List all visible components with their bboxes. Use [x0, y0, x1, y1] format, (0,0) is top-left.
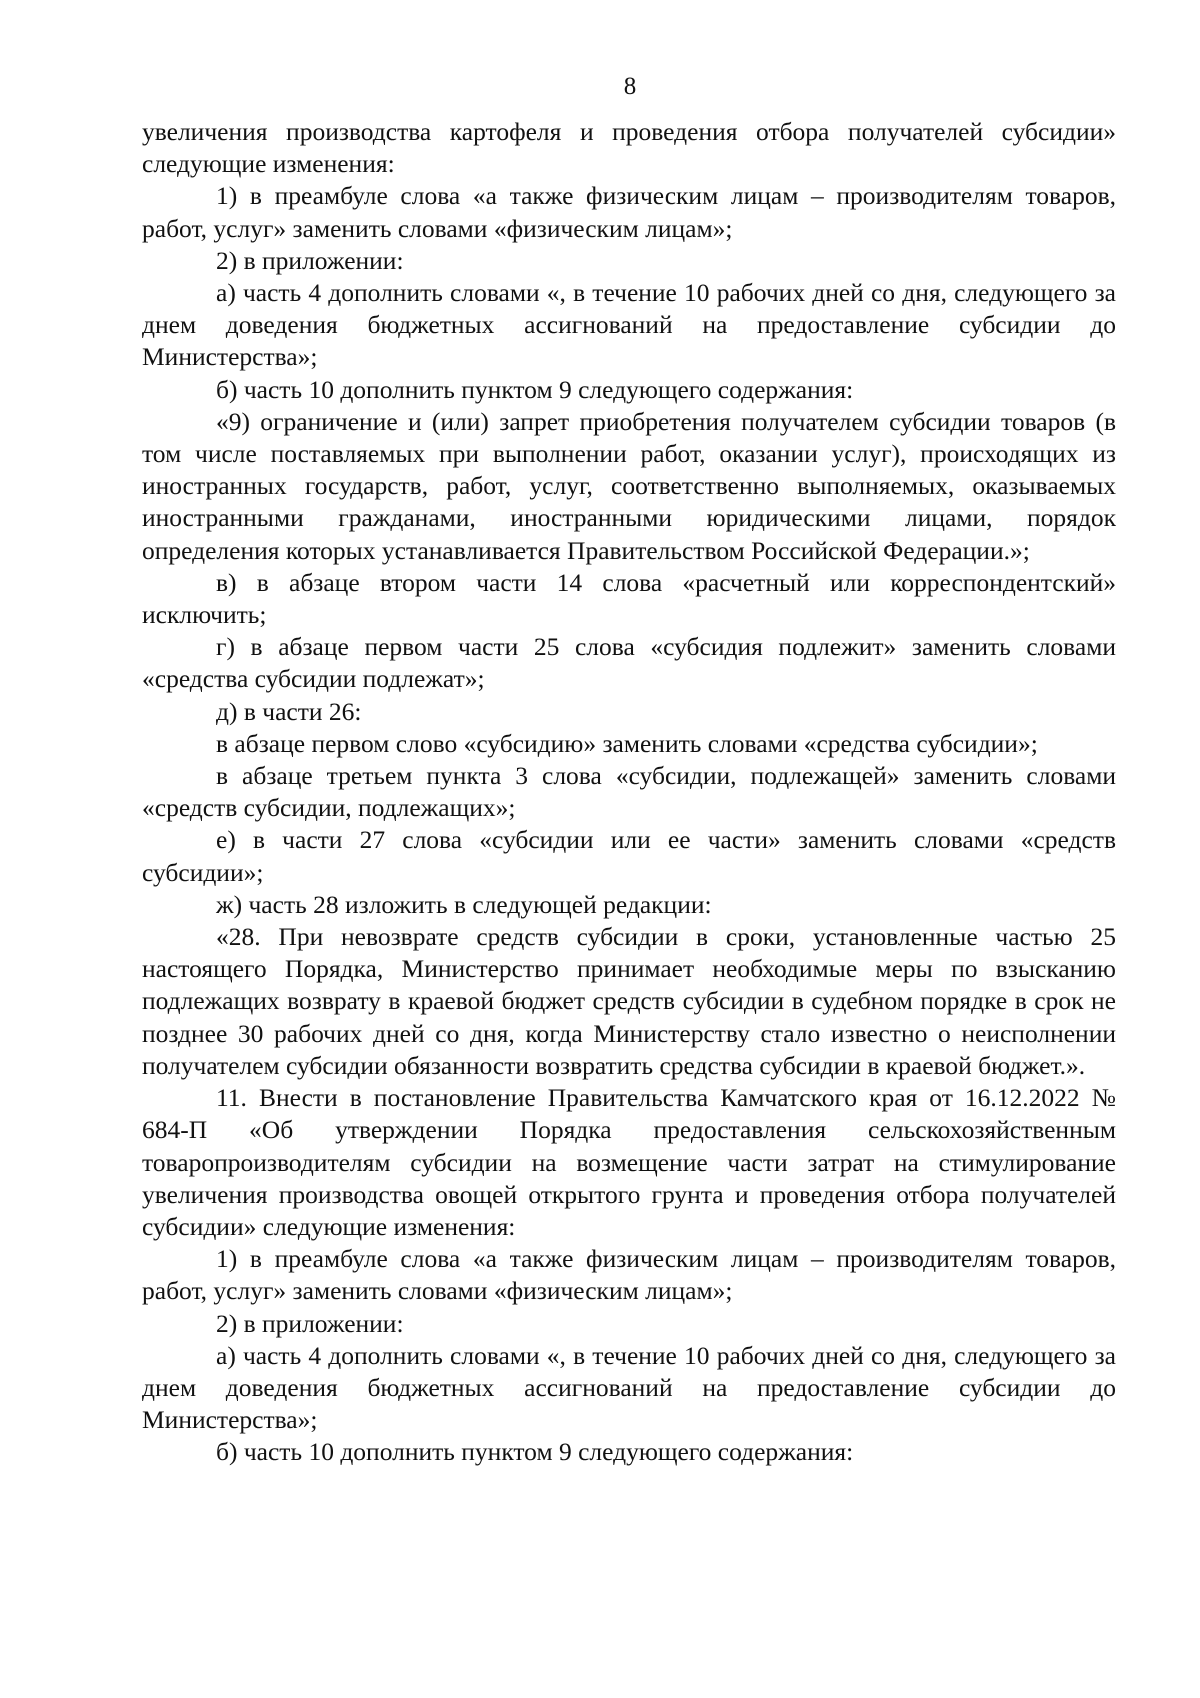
paragraph-section-11-subitem-a: а) часть 4 дополнить словами «, в течение 10 рабочих дней со дня, следующего за днем доведения бюджетных ассигнований на предоставление субсидии до Министерства»; [142, 1340, 1116, 1435]
paragraph-item-2-appendix: 2) в приложении: [216, 245, 404, 275]
paragraph-section-11-item-2: 2) в приложении: [216, 1308, 404, 1338]
paragraph-subitem-d: д) в части 26: [216, 696, 362, 726]
page-number: 8 [623, 73, 637, 100]
paragraph-continuation: увеличения производства картофеля и проведения отбора получателей субсидии» следующие изменения: [142, 117, 1116, 179]
document-body [142, 116, 1116, 1469]
paragraph-subitem-v: в) в абзаце втором части 14 слова «расчетный или корреспондентский» исключить; [142, 567, 1116, 630]
paragraph-subitem-g: г) в абзаце первом части 25 слова «субсидия подлежит» заменить словами «средства субсидии подлежат»; [142, 632, 1116, 694]
paragraph-subitem-zh: ж) часть 28 изложить в следующей редакции: [216, 889, 712, 919]
paragraph-subitem-d-third: в абзаце третьем пункта 3 слова «субсидии, подлежащей» заменить словами «средств субсидии, подлежащих»; [142, 761, 1116, 823]
paragraph-part-28: «28. При невозврате средств субсидии в сроки, установленные частью 25 настоящего Порядка, Министерство принимает необходимые меры по взысканию подлежащих возврату в краевой бюджет средств субсидии в судебном порядке в срок не позднее 30 рабочих дней со дня, когда Министерству стало известно о неисполнении получателем субсидии обязанности возвратить средства субсидии в краевой бюджет.». [142, 922, 1116, 1080]
paragraph-subitem-d-first: в абзаце первом слово «субсидию» заменить словами «средства субсидии»; [216, 728, 1038, 758]
paragraph-subitem-b: б) часть 10 дополнить пунктом 9 следующего содержания: [216, 374, 854, 404]
paragraph-section-11-item-1: 1) в преамбуле слова «а также физическим лицам – производителям товаров, работ, услуг» заменить словами «физическим лицам»; [142, 1244, 1116, 1306]
paragraph-item-1-preamble: 1) в преамбуле слова «а также физическим лицам – производителям товаров, работ, услуг» заменить словами «физическим лицам»; [142, 181, 1116, 243]
paragraph-subitem-a: а) часть 4 дополнить словами «, в течение 10 рабочих дней со дня, следующего за днем доведения бюджетных ассигнований на предоставление субсидии до Министерства»; [142, 278, 1116, 372]
paragraph-section-11: 11. Внести в постановление Правительства Камчатского края от 16.12.2022 № 684-П «Об утверждении Порядка предоставления сельскохозяйственным товаропроизводителям субсидии на возмещение части затрат на стимулирование увеличения производства овощей открытого грунта и проведения отбора получателей субсидии» следующие изменения: [142, 1083, 1116, 1241]
paragraph-subitem-e: е) в части 27 слова «субсидии или ее части» заменить словами «средств субсидии»; [142, 825, 1116, 887]
paragraph-section-11-subitem-b: б) часть 10 дополнить пунктом 9 следующего содержания: [216, 1437, 854, 1467]
paragraph-point-9: «9) ограничение и (или) запрет приобретения получателем субсидии товаров (в том числе поставляемых при выполнении работ, оказании услуг), происходящих из иностранных государств, работ, услуг, соответственно выполняемых, оказываемых иностранными гражданами, иностранными юридическими лицами, порядок определения которых устанавливается Правительством Российской Федерации.»; [142, 406, 1116, 565]
